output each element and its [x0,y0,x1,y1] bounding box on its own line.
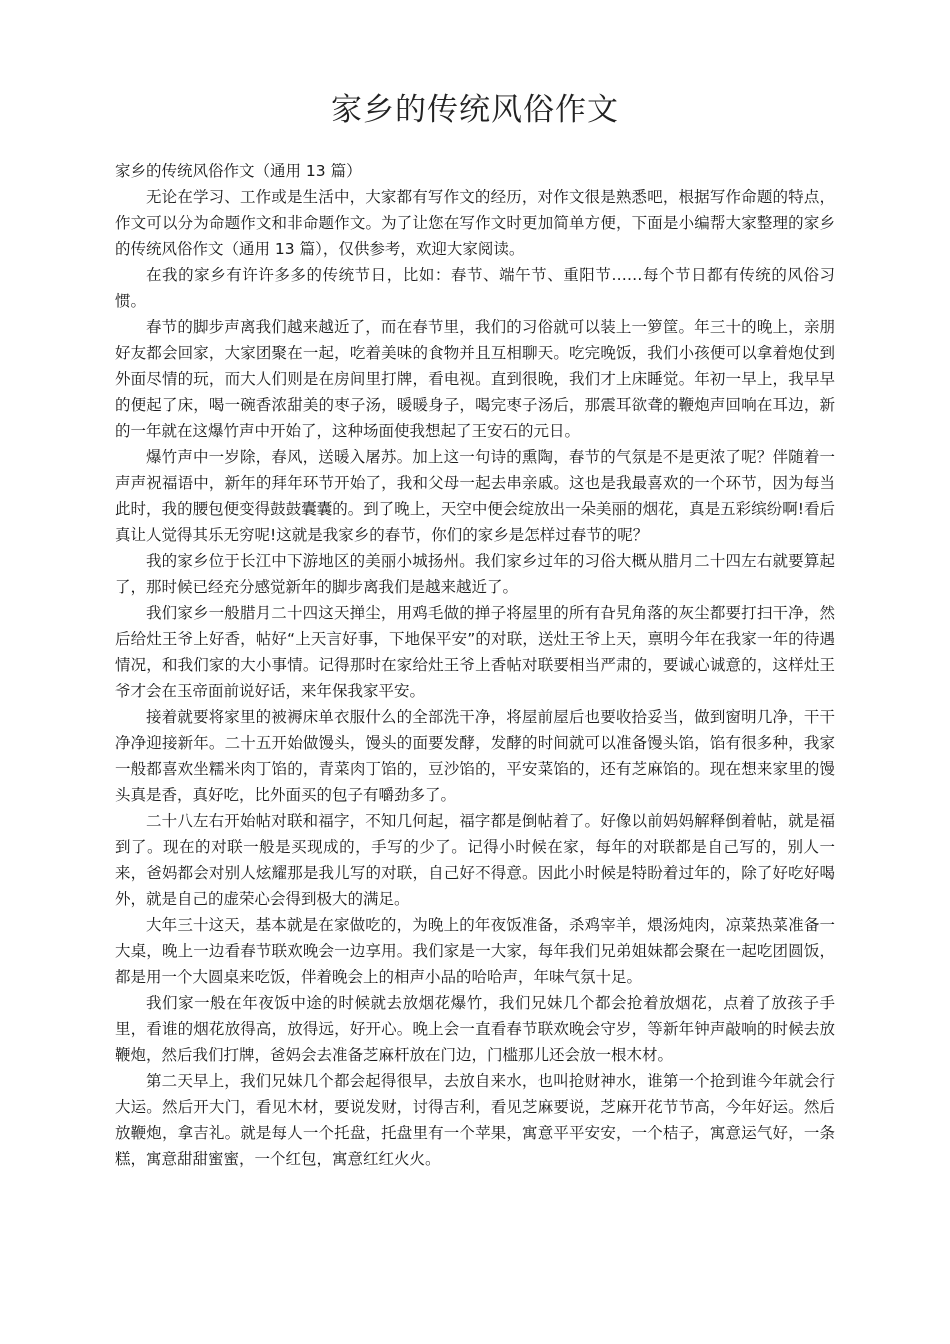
document-body [115,158,835,1172]
document-subtitle: 家乡的传统风俗作文（通用 13 篇） [115,162,362,180]
paragraph: 我们家一般在年夜饭中途的时候就去放烟花爆竹，我们兄妹几个都会抢着放烟花，点着了放孩子手里，看谁的烟花放得高，放得远，好开心。晚上会一直看春节联欢晚会守岁，等新年钟声敲响的时候去放鞭炮，然后我们打牌，爸妈会去准备芝麻杆放在门边，门槛那儿还会放一根木材。 [115,994,835,1064]
paragraph: 我的家乡位于长江中下游地区的美丽小城扬州。我们家乡过年的习俗大概从腊月二十四左右就要算起了，那时候已经充分感觉新年的脚步离我们是越来越近了。 [115,552,835,596]
paragraph: 春节的脚步声离我们越来越近了，而在春节里，我们的习俗就可以装上一箩筐。年三十的晚上，亲朋好友都会回家，大家团聚在一起，吃着美味的食物并且互相聊天。吃完晚饭，我们小孩便可以拿着炮仗到外面尽情的玩，而大人们则是在房间里打牌，看电视。直到很晚，我们才上床睡觉。年初一早上，我早早的便起了床，喝一碗香浓甜美的枣子汤，暖暖身子，喝完枣子汤后，那震耳欲聋的鞭炮声回响在耳边，新的一年就在这爆竹声中开始了，这种场面使我想起了王安石的元日。 [115,318,835,440]
paragraph: 二十八左右开始帖对联和福字，不知几何起，福字都是倒帖着了。好像以前妈妈解释倒着帖，就是福到了。现在的对联一般是买现成的，手写的少了。记得小时候在家，每年的对联都是自己写的，别人一来，爸妈都会对别人炫耀那是我儿写的对联，自己好不得意。因此小时候是特盼着过年的，除了好吃好喝外，就是自己的虚荣心会得到极大的满足。 [115,812,835,908]
paragraph: 第二天早上，我们兄妹几个都会起得很早，去放自来水，也叫抢财神水，谁第一个抢到谁今年就会行大运。然后开大门，看见木材，要说发财，讨得吉利，看见芝麻要说，芝麻开花节节高，今年好运。然后放鞭炮，拿吉礼。就是每人一个托盘，托盘里有一个苹果，寓意平平安安，一个桔子，寓意运气好，一条糕，寓意甜甜蜜蜜，一个红包，寓意红红火火。 [115,1072,835,1168]
paragraph: 无论在学习、工作或是生活中，大家都有写作文的经历，对作文很是熟悉吧，根据写作命题的特点，作文可以分为命题作文和非命题作文。为了让您在写作文时更加简单方便，下面是小编帮大家整理的家乡的传统风俗作文（通用 13 篇），仅供参考，欢迎大家阅读。 [115,188,835,258]
paragraph: 接着就要将家里的被褥床单衣服什么的全部洗干净，将屋前屋后也要收拾妥当，做到窗明几净，干干净净迎接新年。二十五开始做馒头，馒头的面要发酵，发酵的时间就可以准备馒头馅，馅有很多种，我家一般都喜欢坐糯米肉丁馅的，青菜肉丁馅的，豆沙馅的，平安菜馅的，还有芝麻馅的。现在想来家里的馒头真是香，真好吃，比外面买的包子有嚼劲多了。 [115,708,835,804]
paragraph: 在我的家乡有许许多多的传统节日，比如：春节、端午节、重阳节……每个节日都有传统的风俗习惯。 [115,266,835,310]
paragraph: 爆竹声中一岁除，春风，送暖入屠苏。加上这一句诗的熏陶，春节的气氛是不是更浓了呢？伴随着一声声祝福语中，新年的拜年环节开始了，我和父母一起去串亲戚。这也是我最喜欢的一个环节，因为每当此时，我的腰包便变得鼓鼓囊囊的。到了晚上，天空中便会绽放出一朵美丽的烟花，真是五彩缤纷啊!看后真让人觉得其乐无穷呢!这就是我家乡的春节，你们的家乡是怎样过春节的呢？ [115,448,835,544]
paragraph: 大年三十这天，基本就是在家做吃的，为晚上的年夜饭准备，杀鸡宰羊，煨汤炖肉，凉菜热菜准备一大桌，晚上一边看春节联欢晚会一边享用。我们家是一大家，每年我们兄弟姐妹都会聚在一起吃团圆饭，都是用一个大圆桌来吃饭，伴着晚会上的相声小品的哈哈声，年味气氛十足。 [115,916,835,986]
paragraph: 我们家乡一般腊月二十四这天掸尘，用鸡毛做的掸子将屋里的所有旮旯角落的灰尘都要打扫干净，然后给灶王爷上好香，帖好“上天言好事，下地保平安”的对联，送灶王爷上天，禀明今年在我家一年的待遇情况，和我们家的大小事情。记得那时在家给灶王爷上香帖对联要相当严肃的，要诚心诚意的，这样灶王爷才会在玉帝面前说好话，来年保我家平安。 [115,604,835,700]
page-title: 家乡的传统风俗作文 [331,92,619,128]
